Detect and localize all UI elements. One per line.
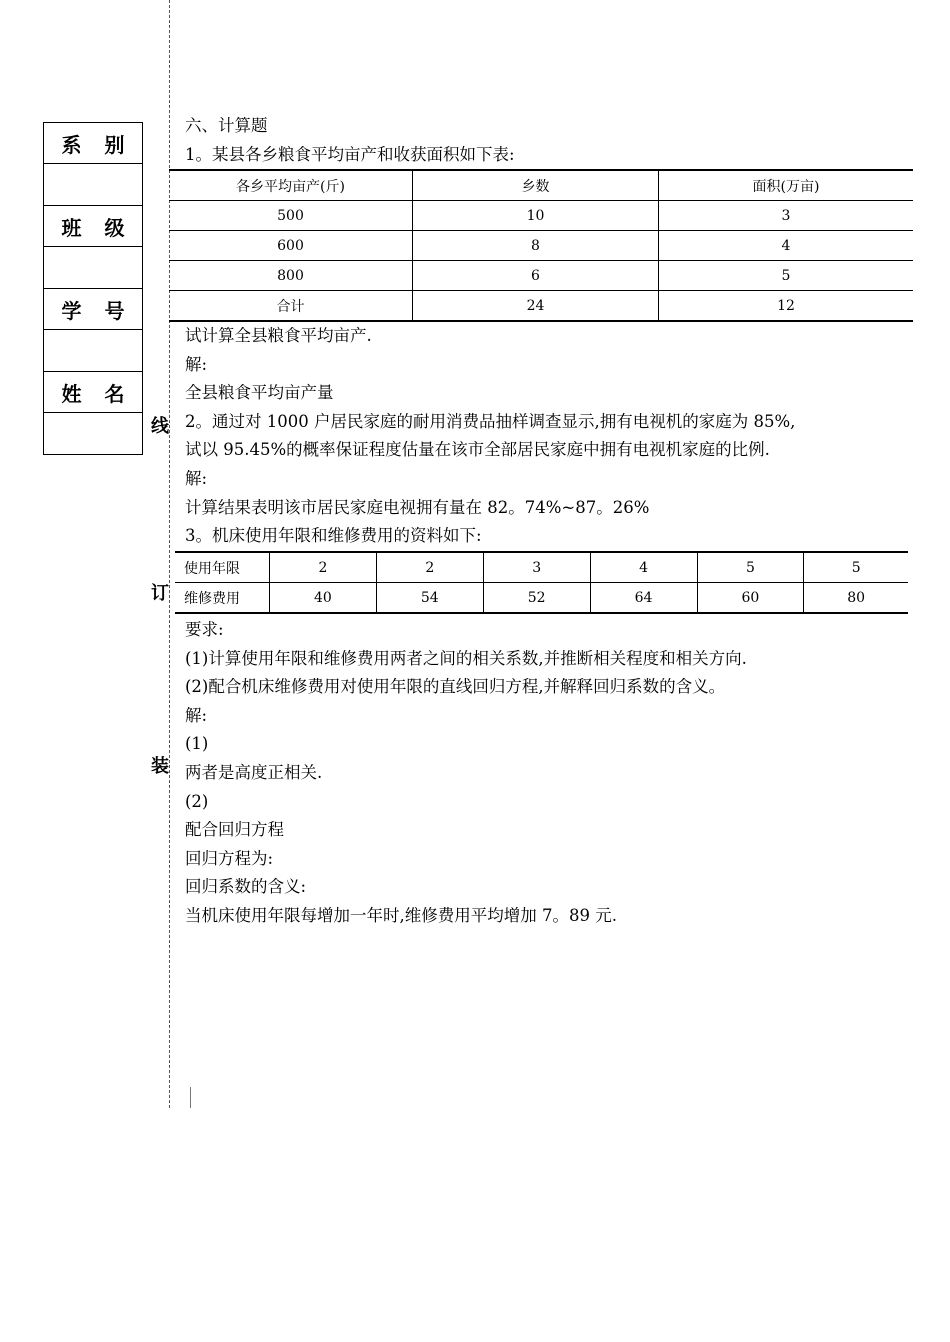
table-cell: 80 [804, 583, 908, 614]
department-blank [44, 164, 142, 206]
student-info-box [43, 122, 143, 455]
q3-line: 配合回归方程 [185, 820, 284, 840]
table-cell: 600 [169, 231, 413, 261]
section-title: 六、计算题 [185, 116, 268, 135]
table-cell: 52 [483, 583, 590, 614]
table-cell: 500 [169, 201, 413, 231]
table-cell: 24 [413, 291, 659, 322]
q3-line: 回归方程为: [185, 848, 274, 868]
table-header-cell: 各乡平均亩产(斤) [169, 170, 413, 201]
q3-line: (2)配合机床维修费用对使用年限的直线回归方程,并解释回归系数的含义。 [185, 677, 726, 697]
q3-line: 当机床使用年限每增加一年时,维修费用平均增加 7。89 元. [185, 905, 617, 925]
name-blank [44, 413, 142, 454]
section-header [185, 112, 915, 169]
machine-table [175, 551, 908, 614]
table-row [169, 231, 913, 261]
class-blank [44, 247, 142, 289]
q3-line: 要求: [185, 620, 224, 639]
q2-line: 2。通过对 1000 户居民家庭的耐用消费品抽样调查显示,拥有电视机的家庭为 85%, [185, 411, 796, 431]
q1-line: 全县粮食平均亩产量 [185, 383, 334, 403]
table-cell: 5 [659, 261, 914, 291]
table-cell: 64 [590, 583, 697, 614]
q3-line: 回归系数的含义: [185, 877, 307, 897]
q3-line: 两者是高度正相关. [185, 762, 323, 782]
department-label: 系 别 [44, 123, 142, 164]
q2-line: 解: [185, 468, 208, 488]
binding-mark-line: 线 [151, 416, 169, 437]
table-cell: 3 [659, 201, 914, 231]
q3-body [185, 616, 915, 931]
table-cell: 5 [804, 552, 908, 583]
table-row [169, 261, 913, 291]
table-total-row [169, 291, 913, 322]
table-cell: 8 [413, 231, 659, 261]
student-id-blank [44, 330, 142, 372]
yield-table [169, 169, 913, 322]
q2-line: 计算结果表明该市居民家庭电视拥有量在 82。74%~87。26% [185, 497, 650, 517]
q1-prompt: 1。某县各乡粮食平均亩产和收获面积如下表: [185, 144, 515, 164]
table-row-label: 使用年限 [175, 552, 270, 583]
student-id-label: 学 号 [44, 289, 142, 330]
q3-prompt: 3。机床使用年限和维修费用的资料如下: [185, 526, 482, 546]
table-header-cell: 乡数 [413, 170, 659, 201]
table-cell: 4 [659, 231, 914, 261]
table-row [175, 552, 908, 583]
q3-line: (2) [185, 791, 209, 811]
table-cell: 6 [413, 261, 659, 291]
q1-line: 解: [185, 354, 208, 374]
class-label: 班 级 [44, 206, 142, 247]
table-row [175, 583, 908, 614]
table-header-row [169, 170, 913, 201]
q3-line: 解: [185, 705, 208, 725]
table-cell: 4 [590, 552, 697, 583]
name-label: 姓 名 [44, 372, 142, 413]
table-header-cell: 面积(万亩) [659, 170, 914, 201]
table-cell: 3 [483, 552, 590, 583]
table-cell: 合计 [169, 291, 413, 322]
table-cell: 5 [697, 552, 804, 583]
table-cell: 40 [270, 583, 377, 614]
table-cell: 12 [659, 291, 914, 322]
binding-mark-bind: 装 [151, 756, 169, 777]
table-cell: 2 [270, 552, 377, 583]
table-cell: 10 [413, 201, 659, 231]
table-cell: 2 [376, 552, 483, 583]
q2-line: 试以 95.45%的概率保证程度估量在该市全部居民家庭中拥有电视机家庭的比例. [185, 440, 770, 460]
q3-line: (1)计算使用年限和维修费用两者之间的相关系数,并推断相关程度和相关方向. [185, 648, 747, 668]
q1-line: 试计算全县粮食平均亩产. [185, 326, 372, 345]
q3-line: (1) [185, 734, 209, 754]
table-row-label: 维修费用 [175, 583, 270, 614]
binding-dashed-line [169, 0, 170, 1108]
table-cell: 54 [376, 583, 483, 614]
q1-q2-body [185, 322, 915, 551]
binding-tick-mark [190, 1087, 191, 1108]
table-cell: 60 [697, 583, 804, 614]
table-row [169, 201, 913, 231]
binding-mark-order: 订 [151, 583, 169, 604]
table-cell: 800 [169, 261, 413, 291]
